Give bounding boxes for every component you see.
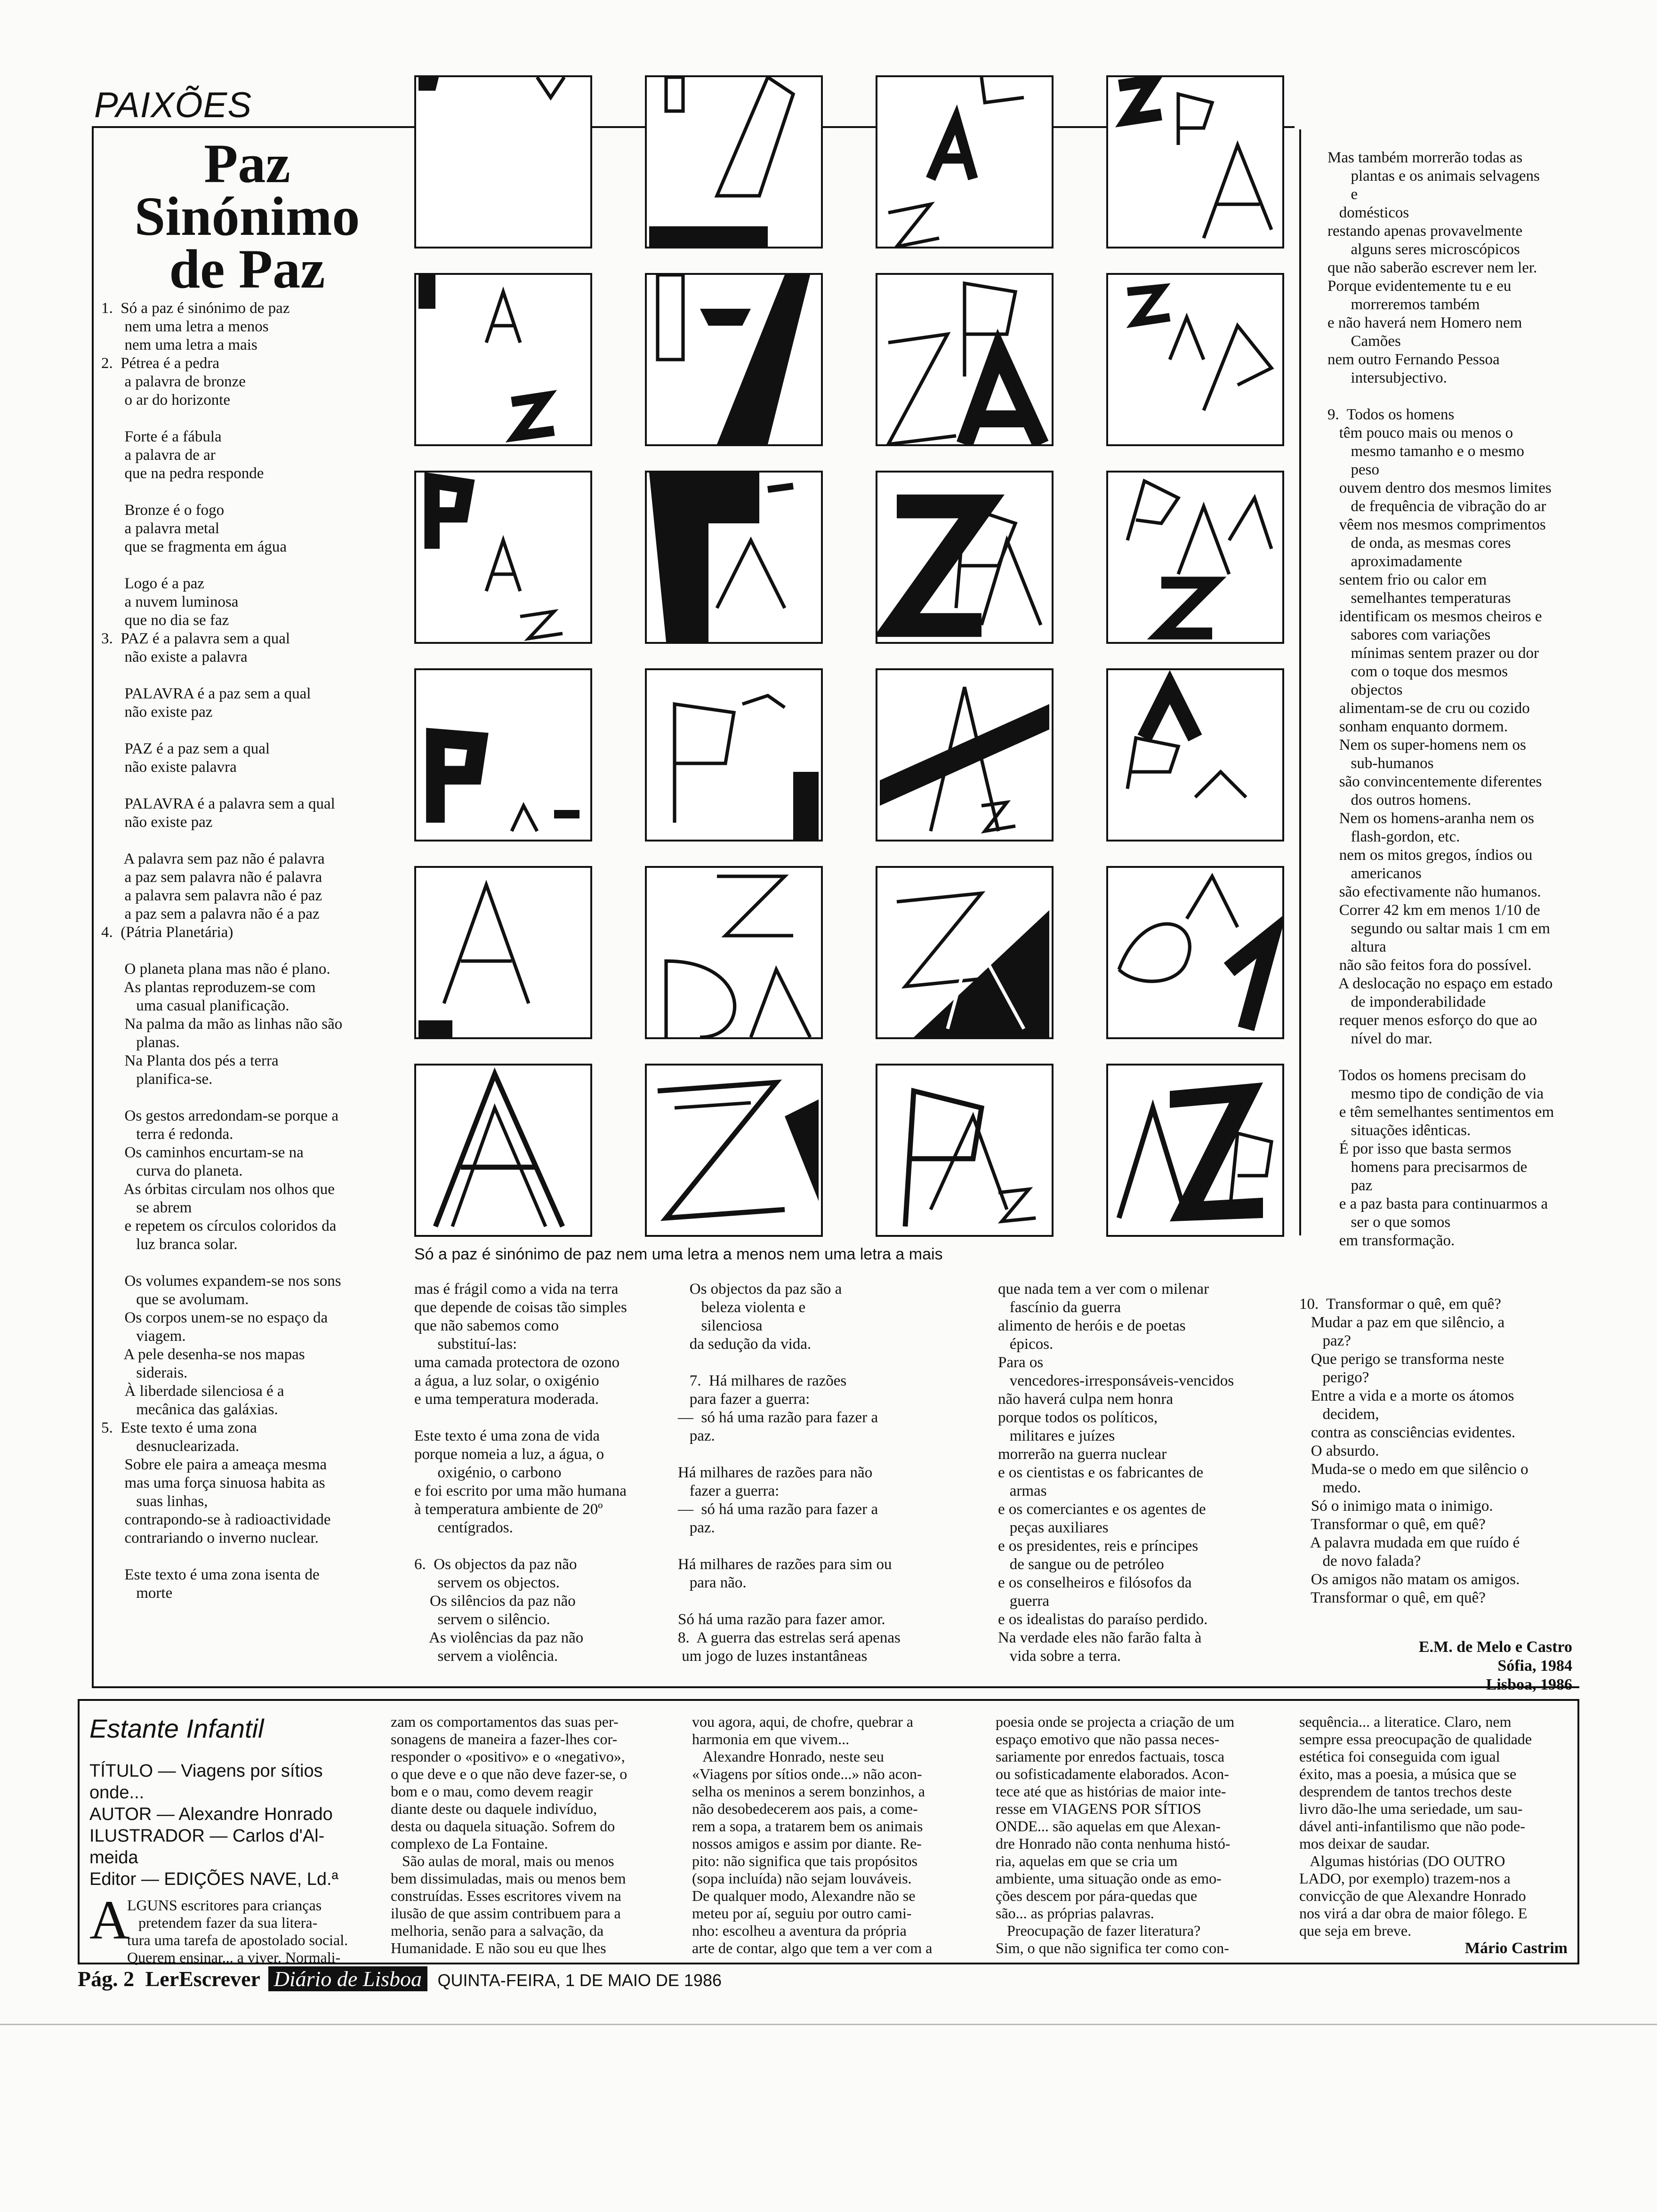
page-number: Pág. 2 [78, 1967, 135, 1991]
grid-cell-5-2 [645, 866, 823, 1039]
grid-cell-2-1 [414, 273, 592, 446]
issue-date: QUINTA-FEIRA, 1 DE MAIO DE 1986 [437, 1971, 722, 1990]
grid-cell-3-3 [876, 471, 1054, 644]
supplement-name: LerEscrever [145, 1967, 260, 1991]
right-column-rule [1299, 129, 1301, 1235]
drop-cap: A [89, 1889, 130, 1951]
poem-signature: E.M. de Melo e Castro Sófia, 1984 Lisboa, 1986 [1418, 1638, 1572, 1693]
grid-cell-4-2 [645, 668, 823, 842]
grid-cell-3-2 [645, 471, 823, 644]
poem-column-4: que nada tem a ver com o milenar fascínio da guerra alimento de heróis e de poetas épicos. Para os vencedores-irresponsáveis-vencidos não haverá culpa nem honra porque todos os políticos, militares e juízes morrerão na guerra nuclear e os cientistas e os fabricantes de armas e os comerciantes e os agentes de peças auxiliares e os presidentes, reis e príncipes de sangue ou de petróleo e os conselheiros e filósofos da guerra e os idealistas do paraíso perdido. Na verdade eles não farão falta à vida sobre a terra. [998, 1281, 1234, 1665]
review-column-2: zam os comportamentos das suas per- sonagens de maneira a fazer-lhes cor- responder o «positivo» e o «negativo», o que deve e o que não deve fazer-se, o bom e o mau, como devem reagir diante deste ou daquele indivíduo, desta ou daquela situação. Sofrem do complexo de La Fontaine. São aulas de moral, mais ou menos bem dissimuladas, mais ou menos bem construídas. Esses escritores vivem na ilusão de que assim contribuem para a melhoria, senão para a salvação, da Humanidade. E não sou eu que lhes [391, 1713, 627, 1956]
newspaper-masthead: Diário de Lisboa [268, 1966, 427, 1991]
poem-column-2: mas é frágil como a vida na terra que depende de coisas tão simples que não sabemos como substituí-las: uma camada protectora de ozono a água, a luz solar, o oxigénio e uma temperatura moderada. Este texto é uma zona de vida porque nomeia a luz, a água, o oxigénio, o carbono e foi escrito por uma mão humana à temperatura ambiente de 20º centígrados. 6. Os objectos da paz não servem os objectos. Os silêncios da paz não servem o silêncio. As violências da paz não servem a violência. [414, 1281, 627, 1665]
poem-column-1: 1. Só a paz é sinónimo de paz nem uma letra a menos nem uma letra a mais 2. Pétrea é a pedra a palavra de bronze o ar do horizonte Forte é a fábula a palavra de ar que na pedra responde Bronze é o fogo a palavra metal que se fragmenta em água Logo é a paz a nuvem luminosa que no dia se faz 3. PAZ é a palavra sem a qual não existe a palavra PALAVRA é a paz sem a qual não existe paz PAZ é a paz sem a qual não existe palavra PALAVRA é a palavra sem a qual não existe paz A palavra sem paz não é palavra a paz sem palavra não é palavra a palavra sem palavra não é paz a paz sem a palavra não é a paz 4. (Pátria Planetária) O planeta plana mas não é plano. As plantas reproduzem-se com uma casual planificação. Na palma da mão as linhas não são planas. Na Planta dos pés a terra planifica-se. Os gestos arredondam-se porque a terra é redonda. Os caminhos encurtam-se na curva do planeta. As órbitas circulam nos olhos que se abrem e repetem os círculos coloridos da luz branca solar. Os volumes expandem-se nos sons que se avolumam. Os corpos unem-se no espaço da viagem. A pele desenha-se nos mapas siderais. À liberdade silenciosa é a mecânica das galáxias. 5. Este texto é uma zona desnuclearizada. Sobre ele paira a ameaça mesma mas uma força sinuosa habita as suas linhas, contrapondo-se à radioactividade contrariando o inverno nuclear. Este texto é uma zona isenta de morte [101, 300, 343, 1602]
estante-heading: Estante Infantil [89, 1714, 264, 1743]
estante-top-rule [78, 1699, 1579, 1701]
book-metadata: TÍTULO — Viagens por sítios onde... AUTOR — Alexandre Honrado ILUSTRADOR — Carlos d'Al- meida Editor — EDIÇÕES NAVE, Ld.ª [89, 1761, 338, 1889]
grid-cell-1-2 [645, 75, 823, 248]
poem-box-left-rule [92, 126, 94, 1686]
estante-left-rule [78, 1699, 80, 1963]
section-label: PAIXÕES [94, 85, 252, 125]
grid-cell-1-1 [414, 75, 592, 248]
grid-cell-2-2 [645, 273, 823, 446]
poem-column-3: Os objectos da paz são a beleza violenta e silenciosa da sedução da vida. 7. Há milhares de razões para fazer a guerra: — só há uma razão para fazer a paz. Há milhares de razões para não fazer a guerra: — só há uma razão para fazer a paz. Há milhares de razões para sim ou para não. Só há uma razão para fazer amor. 8. A guerra das estrelas será apenas um jogo de luzes instantâneas [678, 1281, 901, 1665]
grid-cell-1-3 [876, 75, 1054, 248]
estante-right-rule [1577, 1699, 1579, 1963]
grid-cell-1-4 [1106, 75, 1284, 248]
grid-cell-3-4 [1106, 471, 1284, 644]
review-intro: LGUNS escritores para crianças pretendem fazer da sua litera- tura uma tarefa de apostolado social. Querem ensinar... a viver. Normali- [127, 1897, 348, 1966]
poem-column-5b: 10. Transformar o quê, em quê? Mudar a paz em que silêncio, a paz? Que perigo se transforma neste perigo? Entre a vida e a morte os átomos decidem, contra as consciências evidentes. O absurdo. Muda-se o medo em que silêncio o medo. Só o inimigo mata o inimigo. Transformar o quê, em quê? A palavra mudada em que ruído é de novo falada? Os amigos não matam os amigos. Transformar o quê, em quê? [1299, 1296, 1528, 1606]
grid-caption: Só a paz é sinónimo de paz nem uma letra a menos nem uma letra a mais [414, 1245, 943, 1263]
grid-cell-2-3 [876, 273, 1054, 446]
page-footer [78, 1966, 722, 1991]
grid-cell-6-2 [645, 1064, 823, 1237]
grid-cell-4-4 [1106, 668, 1284, 842]
grid-cell-6-1 [414, 1064, 592, 1237]
grid-cell-6-3 [876, 1064, 1054, 1237]
review-column-4: poesia onde se projecta a criação de um espaço emotivo que não passa neces- sariamente por enredos factuais, tosca ou sofisticadamente elaborados. Acon- tece até que as histórias de maior inte- resse em VIAGENS POR SÍTIOS ONDE... são aquelas em que Alexan- dre Honrado não conta nenhuma histó- ria, aquelas em que se cria um ambiente, uma situação onde as emo- ções descem por pára-quedas que são... as próprias palavras. Preocupação de fazer literatura? Sim, o que não significa ter como con- [996, 1713, 1235, 1956]
grid-cell-3-1 [414, 471, 592, 644]
review-column-5: sequência... a literatice. Claro, nem sempre essa preocupação de qualidade estética foi conseguida com igual éxito, mas a poesia, a música que se desprendem de tantos trechos deste livro dão-lhe uma seriedade, um sau- dável anti-infantilismo que não pode- mos deixar de saudar. Algumas histórias (DO OUTRO LADO, por exemplo) trazem-nos a convicção de que Alexandre Honrado nos virá a dar obra de maior fôlego. E que seja em breve. [1299, 1713, 1532, 1939]
review-column-3: vou agora, aqui, de chofre, quebrar a harmonia em que vivem... Alexandre Honrado, neste seu «Viagens por sítios onde...» não acon- selha os meninos a serem bonzinhos, a não desobedecerem aos pais, a come- rem a sopa, a tratarem bem os animais nossos amigos e assim por diante. Re- pito: não significa que tais propósitos (sopa incluída) não sejam louváveis. De qualquer modo, Alexandre não se meteu por aí, seguiu por outro cami- nho: escolheu a aventura da própria arte de contar, algo que tem a ver com a [692, 1713, 933, 1956]
grid-cell-4-3 [876, 668, 1054, 842]
grid-cell-5-3 [876, 866, 1054, 1039]
page-bottom-rule [0, 2024, 1657, 2025]
review-author: Mário Castrim [1464, 1940, 1568, 1957]
grid-cell-4-1 [414, 668, 592, 842]
grid-cell-5-1 [414, 866, 592, 1039]
grid-cell-5-4 [1106, 866, 1284, 1039]
poem-column-5: Mas também morrerão todas as plantas e os animais selvagens e domésticos restando apenas provavelmente alguns seres microscópicos que não saberão escrever nem ler. Porque evidentemente tu e eu morreremos também e não haverá nem Homero nem Camões nem outro Fernando Pessoa intersubjectivo. 9. Todos os homens têm pouco mais ou menos o mesmo tamanho e o mesmo peso ouvem dentro dos mesmos limites de frequência de vibração do ar vêem nos mesmos comprimentos de onda, as mesmas cores aproximadamente sentem frio ou calor em semelhantes temperaturas identificam os mesmos cheiros e sabores com variações mínimas sentem prazer ou dor com o toque dos mesmos objectos alimentam-se de cru ou cozido sonham enquanto dormem. Nem os super-homens nem os sub-humanos são convincentemente diferentes dos outros homens. Nem os homens-aranha nem os flash-gordon, etc. nem os mitos gregos, índios ou americanos são efectivamente não humanos. Correr 42 km em menos 1/10 de segundo ou saltar mais 1 cm em altura não são feitos fora do possível. A deslocação no espaço em estado de imponderabilidade requer menos esforço do que ao nível do mar. Todos os homens precisam do mesmo tipo de condição de via e têm semelhantes sentimentos em situações idênticas. É por isso que basta sermos homens para precisarmos de paz e a paz basta para continuarmos a ser o que somos em transformação. [1327, 149, 1554, 1249]
letter-grid [414, 75, 1290, 1224]
poem-title: Paz Sinónimo de Paz [134, 133, 360, 300]
grid-cell-2-4 [1106, 273, 1284, 446]
grid-cell-6-4 [1106, 1064, 1284, 1237]
